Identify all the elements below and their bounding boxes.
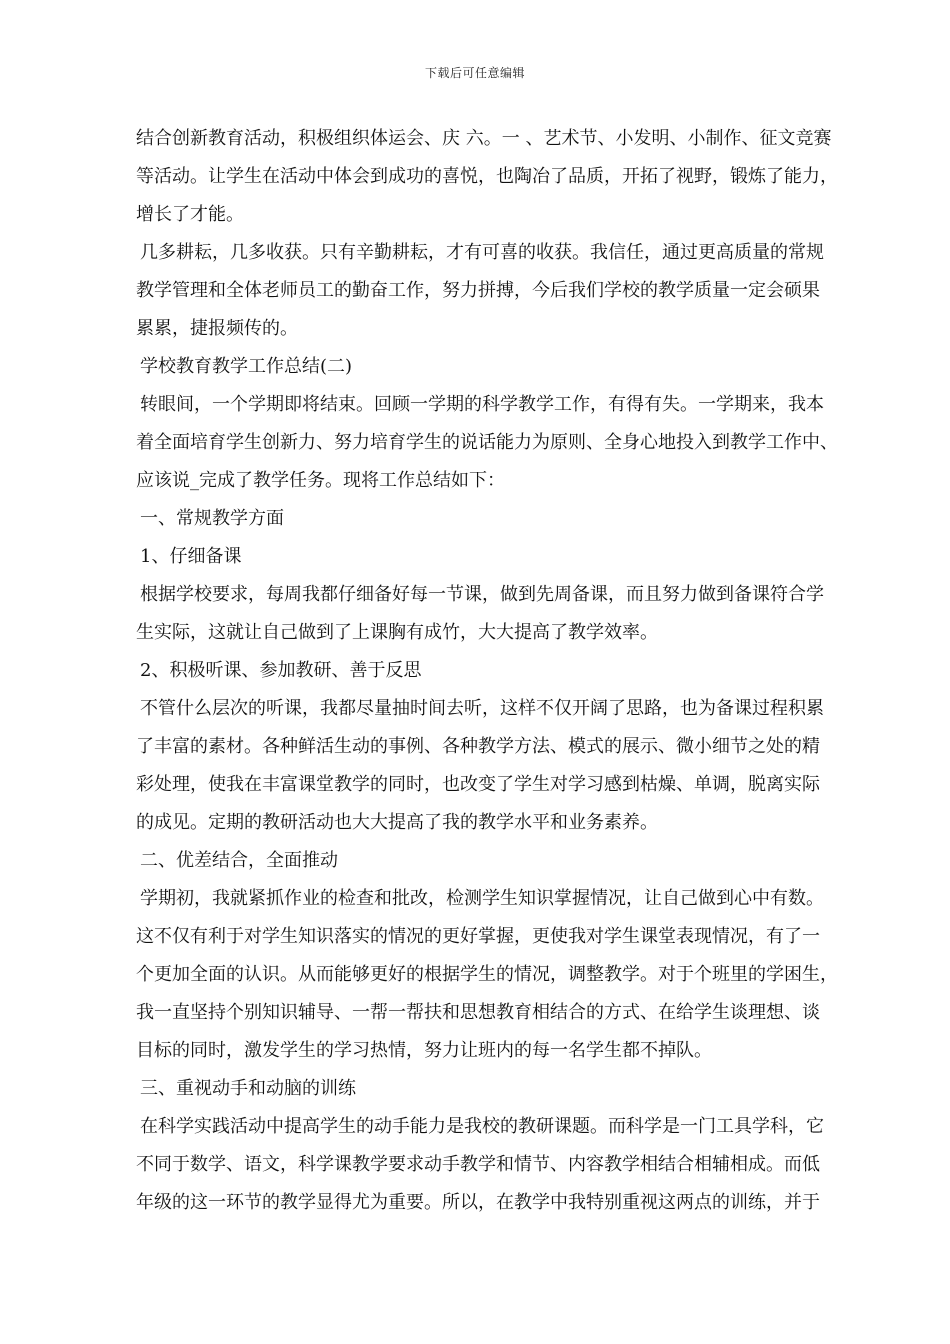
paragraph-activities (136, 120, 896, 234)
text-line: 我一直坚持个别知识辅导、一帮一帮扶和思想教育相结合的方式、在给学生谈理想、谈 (136, 1002, 820, 1023)
text-line: 这不仅有利于对学生知识落实的情况的更好掌握，更使我对学生课堂表现情况，有了一 (136, 926, 820, 947)
heading-hands-on (136, 1070, 896, 1108)
text-line: 生实际，这就让自己做到了上课胸有成竹，大大提高了教学效率。 (136, 622, 658, 643)
heading-routine-teaching (136, 500, 896, 538)
text-line: 累累，捷报频传的。 (136, 318, 298, 339)
paragraph-combination (136, 880, 896, 1070)
paragraph-observation (136, 690, 896, 842)
text-line: 教学管理和全体老师员工的勤奋工作，努力拼搏，今后我们学校的教学质量一定会硕果 (136, 280, 820, 301)
text-line: 二、优差结合，全面推动 (140, 850, 338, 871)
heading-combination (136, 842, 896, 880)
text-line: 年级的这一环节的教学显得尤为重要。所以，在教学中我特别重视这两点的训练，并于 (136, 1192, 820, 1213)
text-line: 1、仔细备课 (140, 546, 242, 567)
text-line: 了丰富的素材。各种鲜活生动的事例、各种教学方法、模式的展示、微小细节之处的精 (136, 736, 820, 757)
text-line: 2、积极听课、参加教研、善于反思 (140, 660, 422, 681)
text-line: 结合创新教育活动，积极组织体运会、庆 六。一 、艺术节、小发明、小制作、征文竞赛 (136, 128, 832, 149)
text-line: 转眼间，一个学期即将结束。回顾一学期的科学教学工作，有得有失。一学期来，我本 (140, 394, 824, 415)
heading-lesson-prep (136, 538, 896, 576)
text-line: 学校教育教学工作总结(二) (140, 356, 353, 377)
text-line: 三、重视动手和动脑的训练 (140, 1078, 356, 1099)
paragraph-hands-on (136, 1108, 896, 1222)
text-line: 增长了才能。 (136, 204, 244, 225)
text-line: 学期初，我就紧抓作业的检查和批改，检测学生知识掌握情况，让自己做到心中有数。 (140, 888, 824, 909)
paragraph-intro (136, 386, 896, 500)
text-line: 应该说_完成了教学任务。现将工作总结如下： (136, 470, 505, 491)
text-line: 根据学校要求，每周我都仔细备好每一节课，做到先周备课，而且努力做到备课符合学 (140, 584, 824, 605)
section-title (136, 348, 896, 386)
text-line: 彩处理，使我在丰富课堂教学的同时，也改变了学生对学习感到枯燥、单调，脱离实际 (136, 774, 820, 795)
document-body (136, 120, 896, 1222)
text-line: 等活动。让学生在活动中体会到成功的喜悦，也陶冶了品质，开拓了视野，锻炼了能力， (136, 166, 838, 187)
text-line: 目标的同时，激发学生的学习热情，努力让班内的每一名学生都不掉队。 (136, 1040, 712, 1061)
text-line: 在科学实践活动中提高学生的动手能力是我校的教研课题。而科学是一门工具学科，它 (140, 1116, 824, 1137)
text-line: 不管什么层次的听课，我都尽量抽时间去听，这样不仅开阔了思路，也为备课过程积累 (140, 698, 824, 719)
heading-observation (136, 652, 896, 690)
text-line: 一、常规教学方面 (140, 508, 284, 529)
page-header-note: 下载后可任意编辑 (424, 66, 525, 80)
text-line: 不同于数学、语文，科学课教学要求动手教学和情节、内容教学相结合相辅相成。而低 (136, 1154, 820, 1175)
text-line: 的成见。定期的教研活动也大大提高了我的教学水平和业务素养。 (136, 812, 658, 833)
text-line: 着全面培育学生创新力、努力培育学生的说话能力为原则、全身心地投入到教学工作中、 (136, 432, 838, 453)
paragraph-lesson-prep (136, 576, 896, 652)
paragraph-harvest (136, 234, 896, 348)
text-line: 个更加全面的认识。从而能够更好的根据学生的情况，调整教学。对于个班里的学困生， (136, 964, 838, 985)
text-line: 几多耕耘，几多收获。只有辛勤耕耘，才有可喜的收获。我信任，通过更高质量的常规 (140, 242, 824, 263)
